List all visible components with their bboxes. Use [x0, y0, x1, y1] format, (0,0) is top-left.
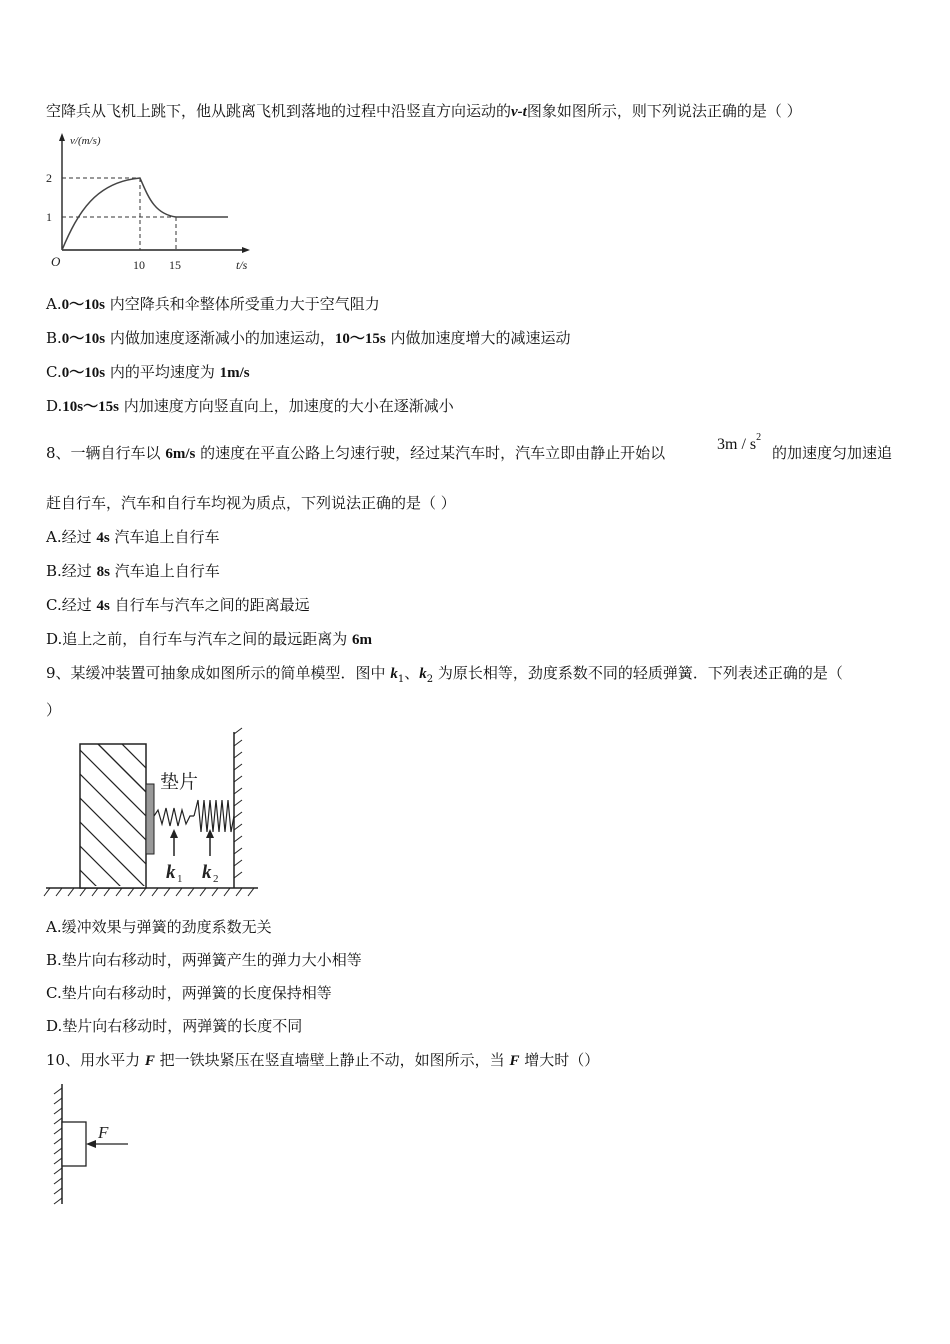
- option-text-2: 汽车追上自行车: [109, 528, 220, 546]
- option-letter: A.: [46, 295, 62, 313]
- q10-force-label: F: [98, 1123, 109, 1142]
- option-text-2: 内做加速度增大的减速运动: [385, 329, 571, 347]
- option-text: 内做加速度逐渐减小的加速运动，: [105, 329, 335, 347]
- q9-stem-text-2: 为原长相等，劲度系数不同的轻质弹簧．下列表述正确的是（: [433, 664, 843, 682]
- q8-option-d[interactable]: [46, 629, 372, 650]
- q8-stem-line2: [46, 493, 456, 513]
- option-bold: 0～10s: [61, 331, 106, 347]
- q9-k2-sub-label: 2: [213, 873, 219, 885]
- q7-option-d[interactable]: [46, 396, 454, 417]
- q7-option-b[interactable]: [46, 328, 571, 349]
- q7-y-tick-1: 1: [46, 210, 52, 224]
- q10-stem: [46, 1050, 599, 1071]
- option-letter: D.: [46, 397, 63, 415]
- q9-option-c[interactable]: [46, 983, 332, 1003]
- option-letter: B.: [46, 562, 62, 580]
- option-bold-2: 10～15s: [334, 331, 386, 347]
- q8-acceleration: [717, 432, 761, 454]
- q10-number: 10、: [46, 1051, 81, 1069]
- q7-origin-label: O: [51, 254, 61, 269]
- option-letter: B.: [46, 951, 62, 969]
- q9-stem-text: 某缓冲装置可抽象成如图所示的简单模型．图中: [70, 664, 391, 682]
- q8-option-a[interactable]: [46, 527, 220, 548]
- q7-option-a[interactable]: [46, 294, 380, 315]
- q7-x-axis-arrow: [242, 247, 250, 253]
- option-letter: C.: [46, 596, 62, 614]
- q7-stem-text-2: 图象如图所示，则下列说法正确的是（ ）: [526, 102, 802, 120]
- q8-option-c[interactable]: [46, 595, 310, 616]
- option-text: 追上之前，自行车与汽车之间的最远距离为: [62, 630, 353, 648]
- q9-block: [80, 744, 146, 888]
- q9-spring-k1: [154, 808, 194, 826]
- q7-x-axis-label: t/s: [236, 258, 248, 272]
- option-text: 垫片向右移动时，两弹簧的长度保持相等: [61, 984, 332, 1002]
- q8-stem-text-3: 的加速度匀加速追: [772, 444, 893, 462]
- q9-pad: [146, 784, 154, 854]
- q9-k2-label: k: [202, 862, 212, 883]
- q8-stem-text-2: 的速度在平直公路上匀速行驶，经过某汽车时，汽车立即由静止开始以: [195, 444, 666, 462]
- option-bold: 4s: [96, 530, 110, 546]
- option-text: 经过: [61, 596, 97, 614]
- option-bold: 4s: [96, 598, 110, 614]
- q7-x-tick-15: 15: [169, 258, 181, 272]
- q7-option-c[interactable]: [46, 362, 250, 383]
- q9-ground-hatch: [44, 888, 254, 896]
- q10-force: F: [144, 1053, 155, 1069]
- q10-iron-block: [62, 1122, 86, 1166]
- q10-stem-text-2: 把一铁块紧压在竖直墙壁上静止不动，如图所示，当: [154, 1051, 510, 1069]
- q8-stem-end: [772, 443, 892, 463]
- q9-stem-text-3: ）: [46, 701, 62, 719]
- q8-accel-exponent: 2: [756, 432, 762, 443]
- q7-y-tick-2: 2: [46, 171, 52, 185]
- q8-accel-value: 3m / s: [717, 436, 757, 453]
- q9-stem: [46, 663, 843, 690]
- q10-force-2: F: [509, 1053, 520, 1069]
- q9-k2-sub: 2: [426, 674, 434, 685]
- q7-y-axis-label: v/(m/s): [70, 135, 101, 147]
- option-bold: 6m: [352, 632, 373, 648]
- option-bold: 0～10s: [61, 365, 106, 381]
- q9-pad-label: 垫片: [160, 771, 199, 793]
- option-text: 垫片向右移动时，两弹簧产生的弹力大小相等: [61, 951, 362, 969]
- q10-wall-figure: [44, 1080, 144, 1210]
- option-letter: C.: [46, 363, 62, 381]
- option-letter: B.: [46, 329, 62, 347]
- q7-stem: [46, 101, 802, 122]
- q8-stem: [46, 443, 665, 464]
- q10-wall-hatch: [54, 1088, 62, 1204]
- option-text: 经过: [61, 528, 97, 546]
- q9-stem-line2: [46, 700, 61, 720]
- q7-vt-graph: [40, 130, 270, 280]
- option-text: 内加速度方向竖直向上，加速度的大小在逐渐减小: [118, 397, 454, 415]
- q9-k1-sub-label: 1: [177, 873, 183, 885]
- option-letter: D.: [46, 630, 63, 648]
- q9-k1-label: k: [166, 862, 176, 883]
- q8-number: 8、: [46, 444, 71, 462]
- q8-stem-text: 一辆自行车以: [70, 444, 166, 462]
- q7-stem-text: 空降兵从飞机上跳下，他从跳离飞机到落地的过程中沿竖直方向运动的: [46, 102, 512, 120]
- option-text-2: 自行车与汽车之间的距离最远: [109, 596, 310, 614]
- q8-stem-text-4: 赶自行车，汽车和自行车均视为质点，下列说法正确的是（ ）: [46, 494, 456, 512]
- q9-buffer-figure: [44, 728, 264, 903]
- q8-speed: 6m/s: [165, 446, 196, 462]
- q9-wall-hatch: [234, 728, 242, 878]
- option-bold: 10s～15s: [62, 399, 119, 415]
- option-letter: D.: [46, 1017, 63, 1035]
- q7-stem-vt: v-t: [511, 104, 527, 120]
- option-text: 内的平均速度为: [105, 363, 220, 381]
- option-text: 缓冲效果与弹簧的劲度系数无关: [61, 918, 272, 936]
- option-letter: A.: [46, 528, 62, 546]
- q9-k2: k: [419, 666, 427, 682]
- option-text: 内空降兵和伞整体所受重力大于空气阻力: [104, 295, 380, 313]
- q9-k1-arrowhead: [170, 829, 178, 838]
- option-bold: 0～10s: [61, 297, 105, 313]
- q10-stem-text-3: 增大时（）: [519, 1051, 600, 1069]
- option-letter: C.: [46, 984, 62, 1002]
- q9-spring-k2: [194, 800, 234, 832]
- q10-force-arrowhead: [86, 1140, 96, 1148]
- option-letter: A.: [46, 918, 62, 936]
- q9-sep: 、: [404, 664, 420, 682]
- q9-option-d[interactable]: [46, 1016, 302, 1036]
- q7-x-tick-10: 10: [133, 258, 145, 272]
- q9-number: 9、: [46, 664, 71, 682]
- q9-k1-sub: 1: [397, 674, 405, 685]
- q8-option-b[interactable]: [46, 561, 220, 582]
- option-text-2: 汽车追上自行车: [109, 562, 220, 580]
- q10-stem-text: 用水平力: [80, 1051, 145, 1069]
- q9-option-b[interactable]: [46, 950, 362, 970]
- option-text: 经过: [61, 562, 97, 580]
- option-text: 垫片向右移动时，两弹簧的长度不同: [62, 1017, 303, 1035]
- q9-k1: k: [390, 666, 398, 682]
- q7-velocity-curve: [62, 178, 228, 250]
- q7-y-axis-arrow: [59, 133, 65, 141]
- option-bold-2: 1m/s: [219, 365, 250, 381]
- q9-option-a[interactable]: [46, 917, 272, 937]
- option-bold: 8s: [96, 564, 110, 580]
